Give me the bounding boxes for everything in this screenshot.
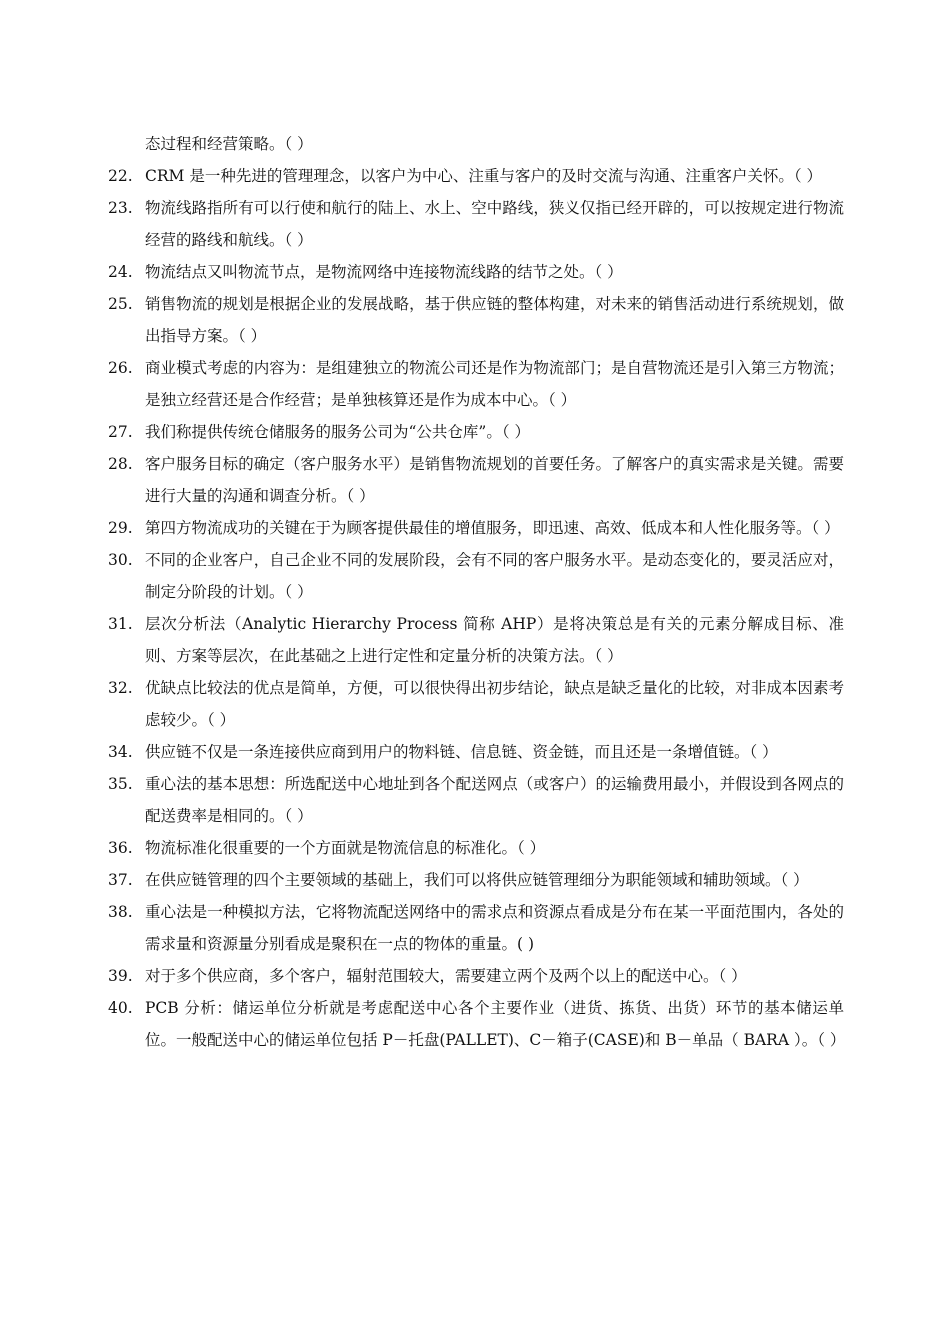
question-number: 34. [108, 743, 133, 761]
question-text: 不同的企业客户，自己企业不同的发展阶段，会有不同的客户服务水平。是动态变化的，要灵活应对，制定分阶段的计划。（ ） [145, 551, 844, 601]
question-number: 29. [108, 519, 133, 537]
continued-question-text: 态过程和经营策略。（ ） [145, 135, 313, 153]
question-text: PCB 分析：储运单位分析就是考虑配送中心各个主要作业（进货、拣货、出货）环节的基本储运单位。一般配送中心的储运单位包括 P－托盘(PALLET)、C－箱子(CASE)和 B－单品（ BARA ）。（ ） [145, 999, 846, 1049]
question-text: 物流标准化很重要的一个方面就是物流信息的标准化。（ ） [145, 839, 546, 857]
question-item [108, 672, 844, 736]
question-text: 客户服务目标的确定（客户服务水平）是销售物流规划的首要任务。了解客户的真实需求是关键。需要进行大量的沟通和调查分析。（ ） [145, 455, 844, 505]
question-text: 层次分析法（Analytic Hierarchy Process 简称 AHP）是将决策总是有关的元素分解成目标、准则、方案等层次，在此基础之上进行定性和定量分析的决策方法。（ ） [145, 615, 844, 665]
question-item [108, 192, 844, 256]
question-item [108, 768, 844, 832]
question-item [108, 352, 844, 416]
question-item [108, 544, 844, 608]
question-text: 重心法是一种模拟方法，它将物流配送网络中的需求点和资源点看成是分布在某一平面范围内，各处的需求量和资源量分别看成是聚积在一点的物体的重量。( ) [145, 903, 844, 953]
question-number: 38. [108, 903, 133, 921]
question-item [108, 992, 844, 1056]
question-text: 重心法的基本思想：所选配送中心地址到各个配送网点（或客户）的运输费用最小，并假设到各网点的配送费率是相同的。（ ） [145, 775, 844, 825]
question-number: 32. [108, 679, 133, 697]
true-false-question-list [108, 160, 844, 1056]
question-text: 我们称提供传统仓储服务的服务公司为“公共仓库”。（ ） [145, 423, 531, 441]
question-item [108, 608, 844, 672]
question-number: 35. [108, 775, 133, 793]
question-item [108, 448, 844, 512]
question-number: 27. [108, 423, 133, 441]
question-item [108, 864, 844, 896]
question-item [108, 896, 844, 960]
question-item [108, 960, 844, 992]
question-text: 第四方物流成功的关键在于为顾客提供最佳的增值服务，即迅速、高效、低成本和人性化服务等。（ ） [145, 519, 840, 537]
question-number: 23. [108, 199, 133, 217]
question-number: 25. [108, 295, 133, 313]
question-number: 26. [108, 359, 133, 377]
question-number: 31. [108, 615, 133, 633]
question-text: 供应链不仅是一条连接供应商到用户的物料链、信息链、资金链，而且还是一条增值链。（ ） [145, 743, 778, 761]
question-item [108, 288, 844, 352]
question-item [108, 160, 844, 192]
question-item [108, 832, 844, 864]
question-text: 物流结点又叫物流节点，是物流网络中连接物流线路的结节之处。（ ） [145, 263, 623, 281]
question-number: 40. [108, 999, 133, 1017]
question-text: 物流线路指所有可以行使和航行的陆上、水上、空中路线，狭义仅指已经开辟的，可以按规定进行物流经营的路线和航线。（ ） [145, 199, 844, 249]
question-text: 商业模式考虑的内容为：是组建独立的物流公司还是作为物流部门；是自营物流还是引入第三方物流；是独立经营还是合作经营；是单独核算还是作为成本中心。（ ） [145, 359, 844, 409]
question-item [108, 512, 844, 544]
question-number: 24. [108, 263, 133, 281]
question-text: 优缺点比较法的优点是简单，方便，可以很快得出初步结论，缺点是缺乏量化的比较，对非成本因素考虑较少。（ ） [145, 679, 844, 729]
question-number: 28. [108, 455, 133, 473]
question-item [108, 416, 844, 448]
question-number: 30. [108, 551, 133, 569]
question-text: CRM 是一种先进的管理理念，以客户为中心、注重与客户的及时交流与沟通、注重客户关怀。（ ） [145, 167, 823, 185]
question-text: 对于多个供应商，多个客户，辐射范围较大，需要建立两个及两个以上的配送中心。（ ） [145, 967, 747, 985]
question-number: 39. [108, 967, 133, 985]
question-number: 36. [108, 839, 133, 857]
question-number: 22. [108, 167, 133, 185]
question-text: 在供应链管理的四个主要领域的基础上，我们可以将供应链管理细分为职能领域和辅助领域。（ ） [145, 871, 809, 889]
question-text: 销售物流的规划是根据企业的发展战略，基于供应链的整体构建，对未来的销售活动进行系统规划，做出指导方案。（ ） [145, 295, 844, 345]
question-item [108, 256, 844, 288]
question-item [108, 736, 844, 768]
question-number: 37. [108, 871, 133, 889]
